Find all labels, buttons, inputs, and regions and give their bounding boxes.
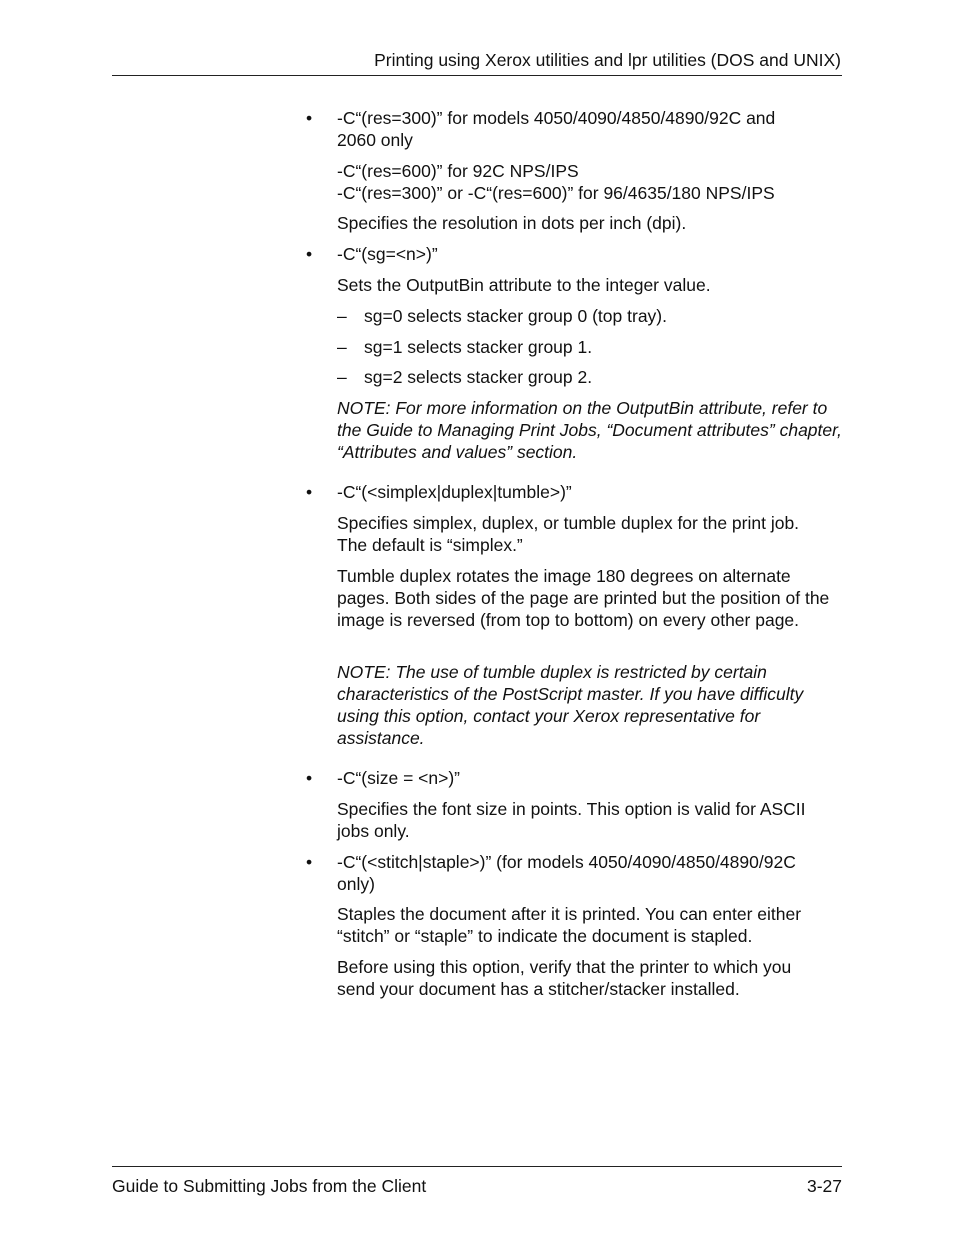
dash: – xyxy=(337,337,347,357)
note-tumble-duplex: NOTE: The use of tumble duplex is restricted by certain characteristics of the PostScript master. If you have difficulty using this option, contact your Xerox representative for assistance. xyxy=(337,662,804,748)
option-staple: -C“(<stitch|staple>)” (for models 4050/4090/4850/4890/92C only) xyxy=(337,852,796,894)
option-res-description: Specifies the resolution in dots per inch (dpi). xyxy=(337,213,687,233)
option-res-alt-nps: -C“(res=300)” or -C“(res=600)” for 96/4635/180 NPS/IPS xyxy=(337,183,775,203)
option-sg-description: Sets the OutputBin attribute to the integer value. xyxy=(337,275,711,295)
option-size: -C“(size = <n>)” xyxy=(337,768,461,788)
option-duplex-tumble-description: Tumble duplex rotates the image 180 degrees on alternate pages. Both sides of the page are printed but the position of the image is reversed (from top to bottom) on every other page. xyxy=(337,566,830,630)
note-outputbin: NOTE: For more information on the OutputBin attribute, refer to the Guide to Managing Print Jobs, “Document attributes” chapter, “Attributes and values” section. xyxy=(337,398,842,462)
option-size-description: Specifies the font size in points. This option is valid for ASCII jobs only. xyxy=(337,799,806,841)
header-rule xyxy=(112,75,842,76)
sub-item: sg=1 selects stacker group 1. xyxy=(364,337,593,357)
bullet: • xyxy=(306,108,313,128)
sub-item: sg=0 selects stacker group 0 (top tray). xyxy=(364,306,667,326)
sub-item: sg=2 selects stacker group 2. xyxy=(364,367,593,387)
footer-doc-title: Guide to Submitting Jobs from the Client xyxy=(112,1176,427,1196)
option-staple-description: Staples the document after it is printed. You can enter either “stitch” or “staple” to indicate the document is stapled. xyxy=(337,904,802,946)
bullet: • xyxy=(306,852,313,872)
bullet: • xyxy=(306,482,313,502)
bullet: • xyxy=(306,244,313,264)
option-sg: -C“(sg=<n>)” xyxy=(337,244,438,264)
option-res-alt-600: -C“(res=600)” for 92C NPS/IPS xyxy=(337,161,579,181)
option-duplex-description: Specifies simplex, duplex, or tumble duplex for the print job. The default is “simplex.” xyxy=(337,513,800,555)
option-duplex: -C“(<simplex|duplex|tumble>)” xyxy=(337,482,572,502)
bullet: • xyxy=(306,768,313,788)
footer-rule xyxy=(112,1166,842,1167)
running-header: Printing using Xerox utilities and lpr utilities (DOS and UNIX) xyxy=(374,50,841,70)
dash: – xyxy=(337,367,347,387)
option-staple-requirement: Before using this option, verify that the printer to which you send your document has a stitcher/stacker installed. xyxy=(337,957,792,999)
dash: – xyxy=(337,306,347,326)
option-res: -C“(res=300)” for models 4050/4090/4850/4890/92C and 2060 only xyxy=(337,108,776,150)
page-number: 3-27 xyxy=(806,1176,842,1196)
